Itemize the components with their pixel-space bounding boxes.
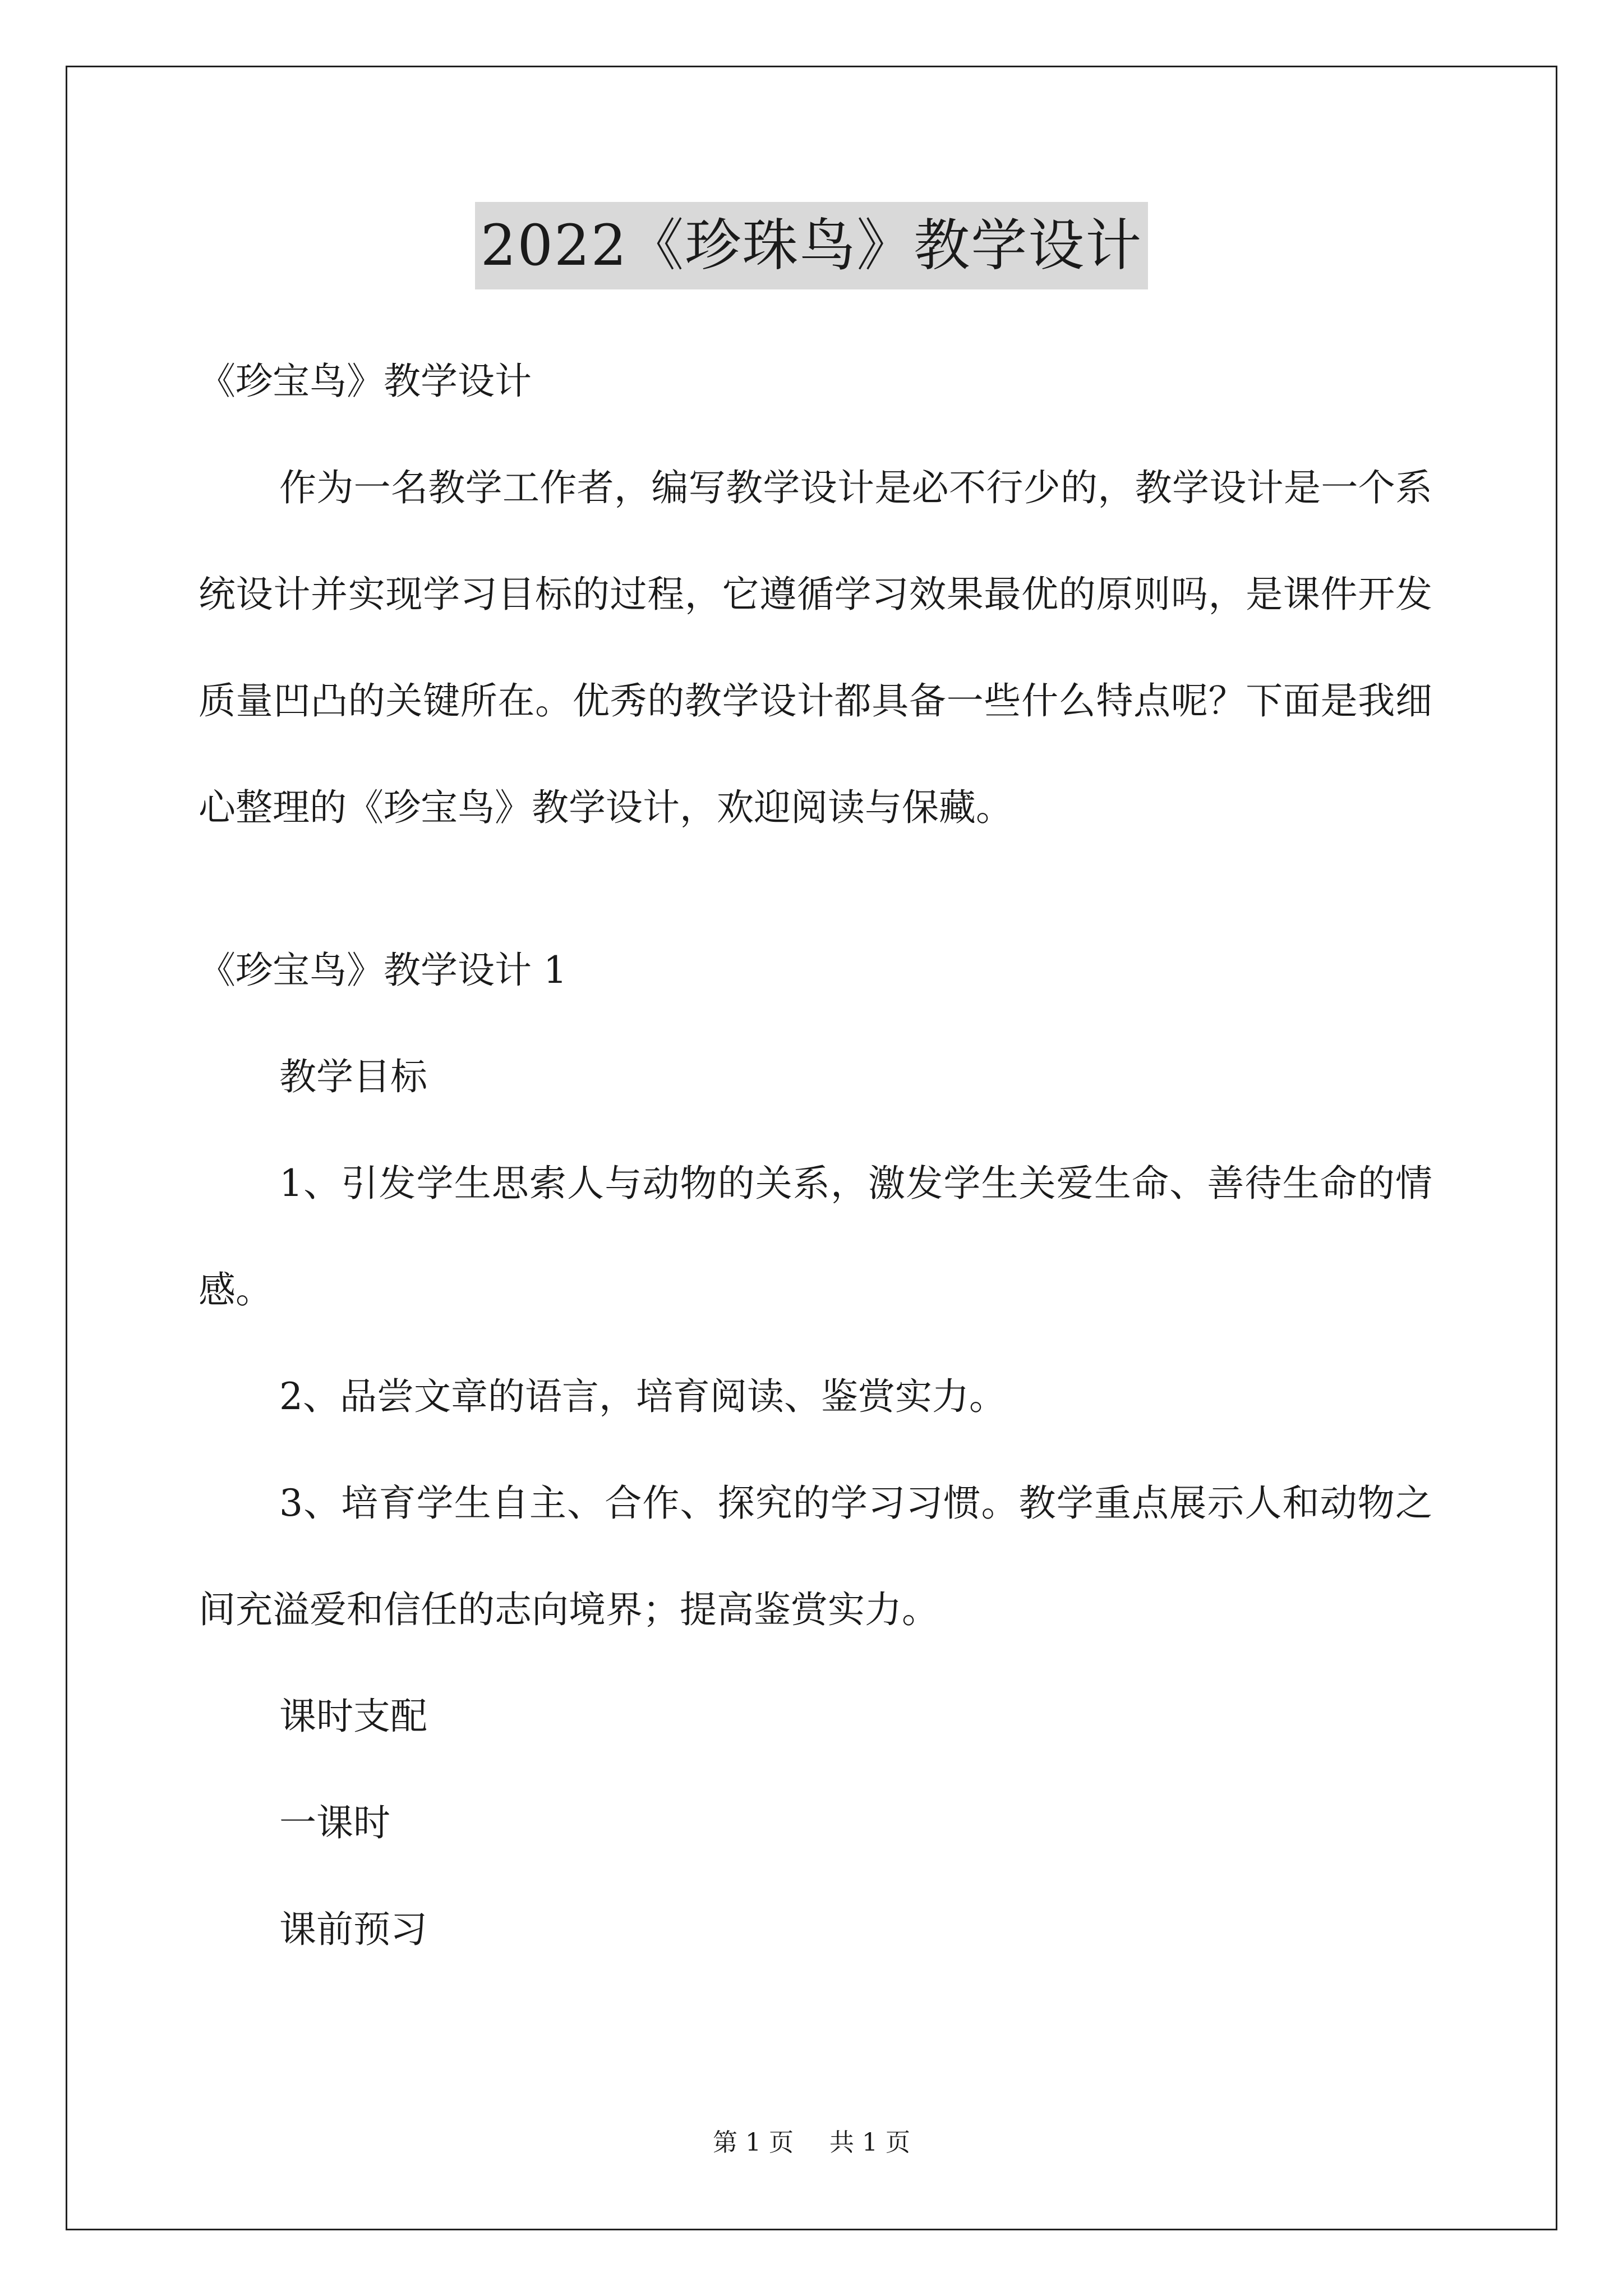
document-title: 2022《珍珠鸟》教学设计 xyxy=(475,202,1149,289)
subtitle: 《珍宝鸟》教学设计 xyxy=(199,360,532,403)
preview-heading: 课前预习 xyxy=(279,1908,427,1951)
goals-heading: 教学目标 xyxy=(279,1055,427,1098)
goal-1: 1、引发学生思索人与动物的关系，激发学生关爱生命、善待生命的情感。 xyxy=(199,1162,1432,1312)
intro-paragraph: 作为一名教学工作者，编写教学设计是必不行少的，教学设计是一个系统设计并实现学习目标的过程，它遵循学习效果最优的原则吗，是课件开发质量凹凸的关键所在。优秀的教学设计都具备一些什么特点呢？下面是我细心整理的《珍宝鸟》教学设计，欢迎阅读与保藏。 xyxy=(199,466,1432,829)
schedule-heading: 课时支配 xyxy=(279,1695,427,1738)
goal-3: 3、培育学生自主、合作、探究的学习习惯。教学重点展示人和动物之间充溢爱和信任的志向境界；提高鉴赏实力。 xyxy=(199,1481,1432,1631)
document-body xyxy=(199,306,1432,1983)
schedule-value: 一课时 xyxy=(279,1801,390,1844)
page-number: 第 1 页 xyxy=(713,2128,794,2157)
section-title: 《珍宝鸟》教学设计 1 xyxy=(199,949,567,992)
page-total: 共 1 页 xyxy=(829,2128,910,2157)
title-container xyxy=(0,202,1623,289)
page-footer xyxy=(0,2126,1623,2160)
goal-2: 2、品尝文章的语言，培育阅读、鉴赏实力。 xyxy=(279,1375,1006,1418)
